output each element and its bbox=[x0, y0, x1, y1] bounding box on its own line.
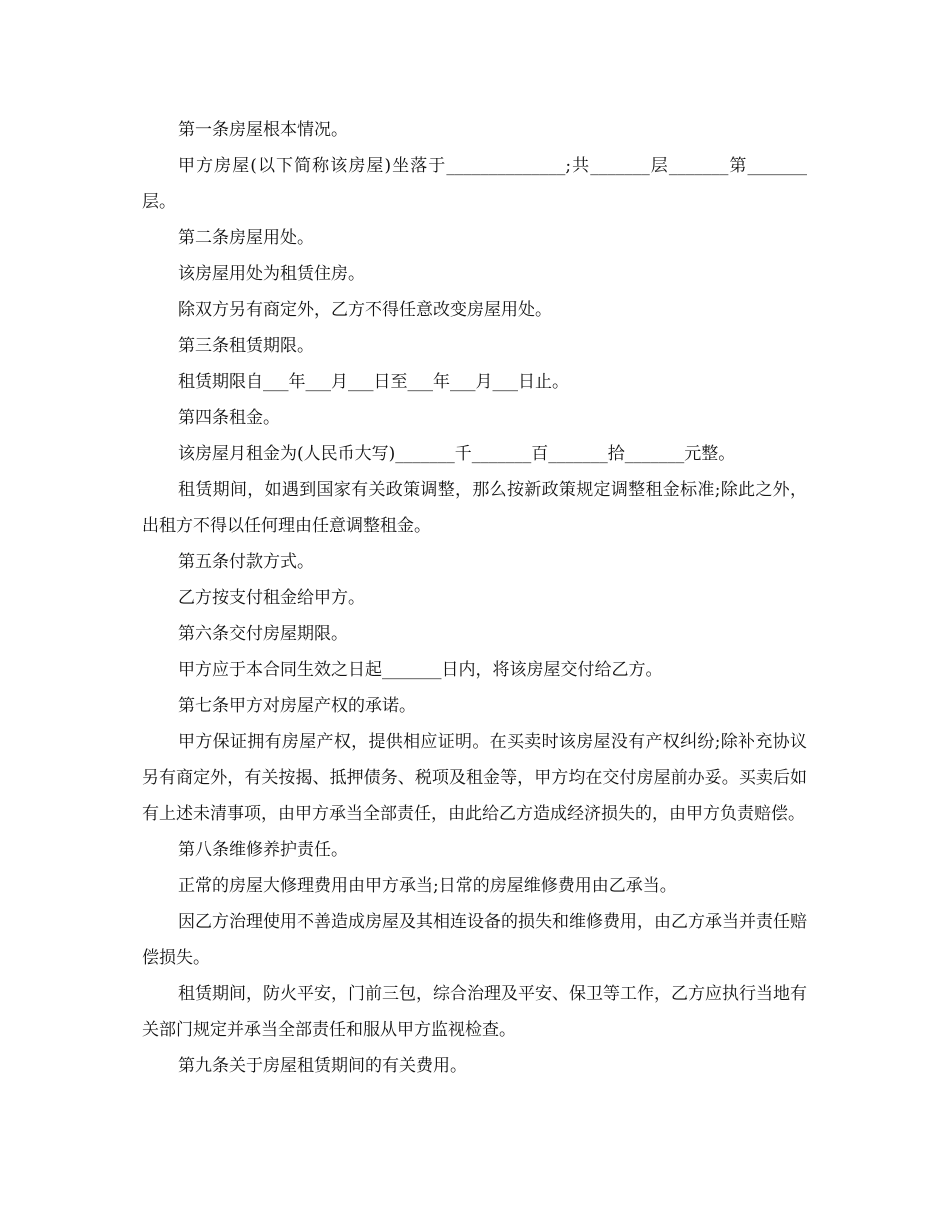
safety-duties-clause: 租赁期间，防火平安，门前三包，综合治理及平安、保卫等工作，乙方应执行当地有关部门规定并承当全部责任和服从甲方监视检查。 bbox=[142, 984, 807, 1040]
usage-restriction-clause: 除双方另有商定外，乙方不得任意改变房屋用处。 bbox=[178, 300, 552, 320]
property-location-clause: 甲方房屋(以下简称该房屋)坐落于______________;共_______层_______第_______层。 bbox=[142, 156, 807, 212]
article-5-heading: 第五条付款方式。 bbox=[178, 552, 314, 572]
article-8-heading: 第八条维修养护责任。 bbox=[178, 840, 348, 860]
contract-body bbox=[142, 112, 807, 1084]
payment-clause: 乙方按支付租金给甲方。 bbox=[178, 588, 365, 608]
article-1-heading: 第一条房屋根本情况。 bbox=[178, 120, 348, 140]
article-9-heading: 第九条关于房屋租赁期间的有关费用。 bbox=[178, 1056, 467, 1076]
usage-clause: 该房屋用处为租赁住房。 bbox=[178, 264, 365, 284]
rent-adjustment-clause: 租赁期间，如遇到国家有关政策调整，那么按新政策规定调整租金标准;除此之外，出租方不得以任何理由任意调整租金。 bbox=[142, 480, 807, 536]
delivery-clause: 甲方应于本合同生效之日起_______日内，将该房屋交付给乙方。 bbox=[178, 660, 663, 680]
article-3-heading: 第三条租赁期限。 bbox=[178, 336, 314, 356]
damage-liability-clause: 因乙方治理使用不善造成房屋及其相连设备的损失和维修费用，由乙方承当并责任赔偿损失。 bbox=[142, 912, 807, 968]
lease-term-clause: 租赁期限自___年___月___日至___年___月___日止。 bbox=[178, 372, 569, 392]
repair-cost-clause: 正常的房屋大修理费用由甲方承当;日常的房屋维修费用由乙承当。 bbox=[178, 876, 677, 896]
article-4-heading: 第四条租金。 bbox=[178, 408, 280, 428]
article-7-heading: 第七条甲方对房屋产权的承诺。 bbox=[178, 696, 416, 716]
article-2-heading: 第二条房屋用处。 bbox=[178, 228, 314, 248]
article-6-heading: 第六条交付房屋期限。 bbox=[178, 624, 348, 644]
monthly-rent-clause: 该房屋月租金为(人民币大写)_______千_______百_______拾_______元整。 bbox=[178, 444, 736, 464]
property-rights-clause: 甲方保证拥有房屋产权，提供相应证明。在买卖时该房屋没有产权纠纷;除补充协议另有商定外，有关按揭、抵押债务、税项及租金等，甲方均在交付房屋前办妥。买卖后如有上述未清事项，由甲方承当全部责任，由此给乙方造成经济损失的，由甲方负责赔偿。 bbox=[142, 732, 807, 824]
